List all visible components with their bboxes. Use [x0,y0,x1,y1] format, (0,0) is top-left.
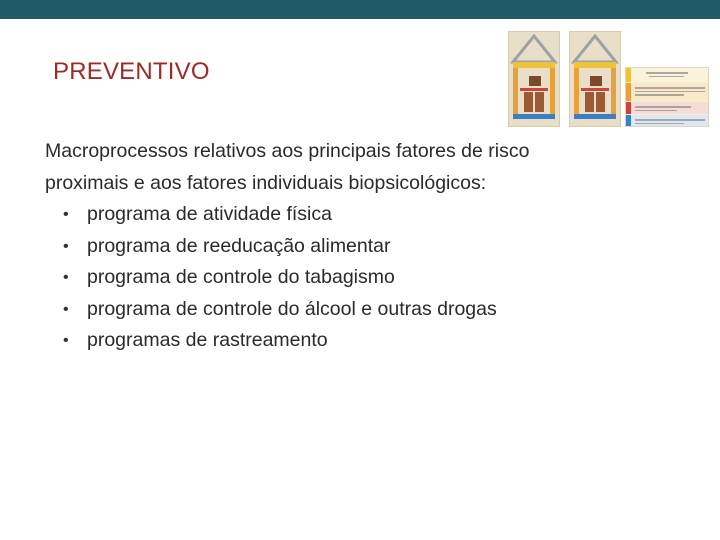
legend-row-1 [626,68,708,82]
bullet-icon: • [63,206,69,223]
house-diagram-image-2 [569,31,621,127]
bullet-list [45,199,665,357]
legend-row-2 [626,83,708,101]
list-item-text: programas de rastreamento [87,329,328,351]
list-item-text: programa de controle do tabagismo [87,266,395,288]
list-item-text: programa de controle do álcool e outras drogas [87,297,497,320]
list-item [63,325,665,357]
list-item [63,231,665,263]
bullet-icon: • [63,332,69,349]
bullet-icon: • [63,300,69,318]
list-item-text: programa de atividade física [87,203,332,225]
slide-body [45,136,665,357]
model-diagram-thumbnail [508,31,708,131]
list-item [63,199,665,231]
intro-text-line-1: Macroprocessos relativos aos principais fatores de risco [45,140,530,162]
legend-row-3 [626,102,708,114]
bullet-icon: • [63,237,69,255]
intro-text-line-2: proximais e aos fatores individuais biopsicológicos: [45,171,487,194]
top-header-bar [0,0,720,19]
diagram-legend-image [625,67,709,127]
list-item-text: programa de reeducação alimentar [87,234,391,257]
slide-title: PREVENTIVO [53,58,210,85]
house-diagram-image-1 [508,31,560,127]
legend-row-4 [626,115,708,126]
list-item [63,262,665,294]
bullet-icon: • [63,269,69,286]
list-item [63,294,665,326]
